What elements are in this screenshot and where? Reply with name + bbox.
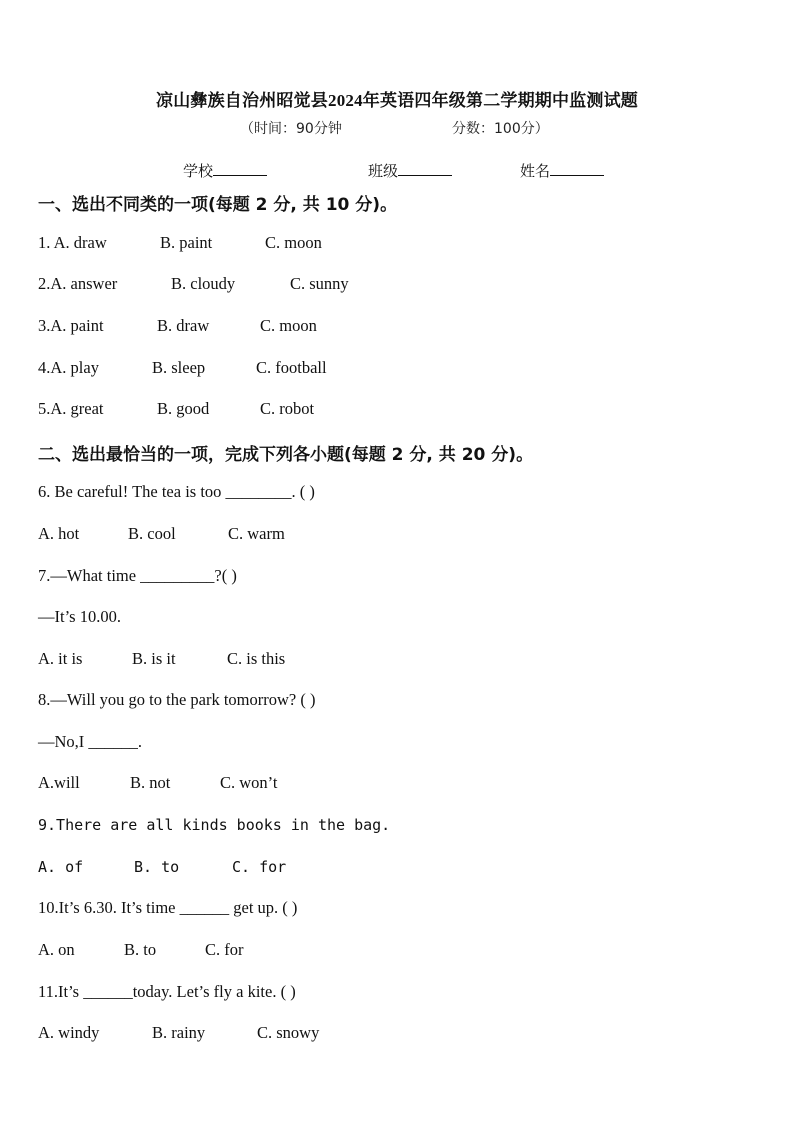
- option-c: C. football: [256, 358, 327, 377]
- option-c: C. warm: [228, 524, 285, 543]
- name-blank: [550, 162, 604, 176]
- option-c: C. is this: [227, 649, 286, 668]
- option-c: C. sunny: [290, 274, 349, 293]
- section1-heading: 一、选出不同类的一项(每题 2 分, 共 10 分)。: [38, 195, 398, 215]
- question-8-stem: 8.—Will you go to the park tomorrow? ( ): [38, 690, 316, 709]
- option-c: C. moon: [260, 316, 317, 335]
- option-b: B. cool: [128, 524, 176, 543]
- question-number: 5.: [38, 399, 51, 418]
- exam-score: 分数：100分）: [452, 121, 549, 137]
- option-a: A. it is: [38, 649, 83, 668]
- option-b: B. draw: [157, 316, 210, 335]
- option-a: A. paint: [50, 316, 104, 335]
- question-5: [38, 399, 315, 419]
- question-number: 2.: [38, 274, 51, 293]
- option-a: A. of: [38, 858, 84, 876]
- option-c: C. for: [232, 858, 287, 876]
- question-number: 4.: [38, 358, 51, 377]
- option-a: A. great: [50, 399, 104, 418]
- question-3: [38, 316, 317, 336]
- question-6-stem: 6. Be careful! The tea is too ________. ( ): [38, 482, 315, 501]
- question-9-options: [38, 858, 287, 876]
- name-label: 姓名: [520, 162, 551, 180]
- option-c: C. moon: [265, 233, 322, 252]
- option-b: B. not: [130, 773, 171, 792]
- option-b: B. to: [134, 858, 180, 876]
- question-8-reply: —No,I ______.: [38, 732, 143, 751]
- option-c: C. robot: [260, 399, 315, 418]
- option-a: A. answer: [50, 274, 118, 293]
- option-c: C. snowy: [257, 1023, 320, 1042]
- question-7-stem: 7.—What time _________?( ): [38, 566, 237, 585]
- option-a: A. on: [38, 940, 75, 959]
- name-field: [520, 160, 604, 181]
- class-field: [368, 160, 452, 181]
- question-7-options: [38, 649, 286, 669]
- option-a: A. windy: [38, 1023, 100, 1042]
- question-8-options: [38, 773, 278, 793]
- option-b: B. sleep: [152, 358, 206, 377]
- page-title: 凉山彝族自治州昭觉县2024年英语四年级第二学期期中监测试题: [156, 91, 638, 110]
- option-b: B. paint: [160, 233, 213, 252]
- option-b: B. rainy: [152, 1023, 206, 1042]
- question-11-stem: 11.It’s ______today. Let’s fly a kite. ( ): [38, 982, 296, 1001]
- question-7-reply: —It’s 10.00.: [38, 607, 121, 626]
- question-4: [38, 358, 327, 378]
- option-a: A. draw: [53, 233, 107, 252]
- option-a: A. play: [50, 358, 99, 377]
- exam-time: （时间：90分钟: [240, 121, 342, 137]
- question-9-stem: 9.There are all kinds books in the bag.: [38, 816, 391, 834]
- question-number: 1.: [38, 233, 54, 252]
- question-6-options: [38, 524, 285, 544]
- section2-heading: 二、选出最恰当的一项，完成下列各小题(每题 2 分, 共 20 分)。: [38, 445, 534, 465]
- question-1: [38, 233, 322, 253]
- question-11-options: [38, 1023, 320, 1043]
- school-field: [183, 160, 267, 181]
- school-blank: [213, 162, 267, 176]
- question-10-stem: 10.It’s 6.30. It’s time ______ get up. ( ): [38, 898, 298, 917]
- question-number: 3.: [38, 316, 51, 335]
- question-2: [38, 274, 349, 294]
- option-b: B. is it: [132, 649, 176, 668]
- option-c: C. for: [205, 940, 244, 959]
- option-b: B. to: [124, 940, 157, 959]
- school-label: 学校: [183, 162, 214, 180]
- option-c: C. won’t: [220, 773, 278, 792]
- option-b: B. good: [157, 399, 210, 418]
- class-label: 班级: [368, 162, 399, 180]
- class-blank: [398, 162, 452, 176]
- option-a: A. hot: [38, 524, 80, 543]
- option-a: A.will: [38, 773, 80, 792]
- question-10-options: [38, 940, 244, 960]
- option-b: B. cloudy: [171, 274, 236, 293]
